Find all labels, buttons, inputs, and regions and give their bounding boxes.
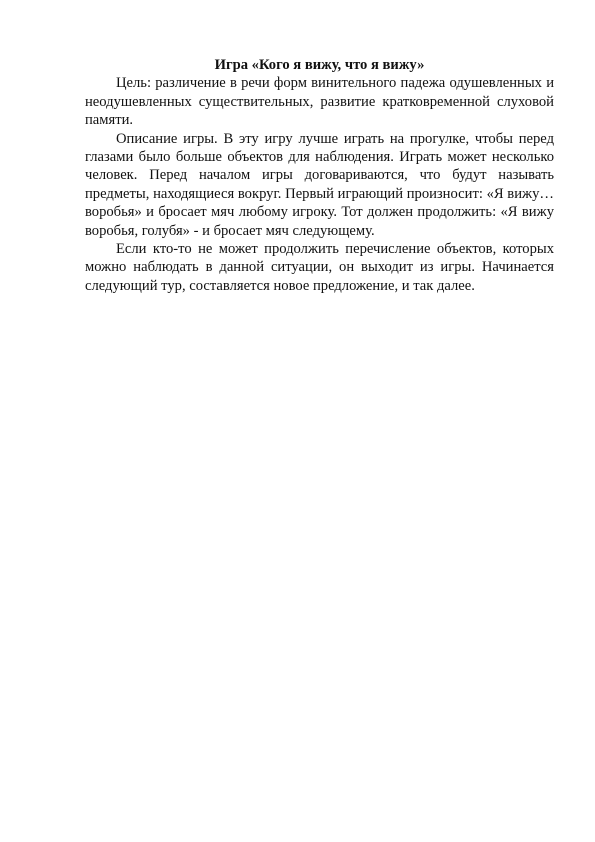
paragraph-game-description: Описание игры. В эту игру лучше играть на прогулке, чтобы перед глазами было больше объектов для наблюдения. Играть может несколько человек. Перед началом игры договариваются, что будут называть предметы, находящиеся вокруг. Первый играющий произносит: «Я вижу… воробья» и бросает мяч любому игроку. Тот должен продолжить: «Я вижу воробья, голубя» - и бросает мяч следующему. xyxy=(85,130,554,239)
paragraph-goal: Цель: различение в речи форм винительного падежа одушевленных и неодушевленных существительных, развитие кратковременной слуховой памяти. xyxy=(85,75,554,129)
document-title: Игра «Кого я вижу, что я вижу» xyxy=(214,57,425,73)
document-body xyxy=(85,56,554,295)
paragraph-game-rules: Если кто-то не может продолжить перечисление объектов, которых можно наблюдать в данной ситуации, он выходит из игры. Начинается следующий тур, составляется новое предложение, и так далее. xyxy=(85,241,554,294)
